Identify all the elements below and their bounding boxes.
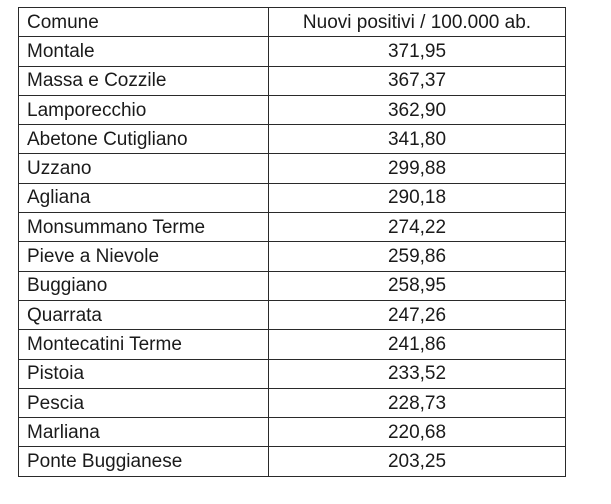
cell-comune: Abetone Cutigliano — [19, 125, 269, 154]
cell-nuovi-positivi: 241,86 — [269, 330, 566, 359]
cell-comune: Montecatini Terme — [19, 330, 269, 359]
cell-comune: Marliana — [19, 418, 269, 447]
cell-nuovi-positivi: 341,80 — [269, 125, 566, 154]
table-row — [19, 242, 566, 271]
cell-comune: Buggiano — [19, 271, 269, 300]
cell-nuovi-positivi: 299,88 — [269, 154, 566, 183]
cell-comune: Montale — [19, 37, 269, 66]
table-row — [19, 183, 566, 212]
table-row — [19, 388, 566, 417]
cell-nuovi-positivi: 220,68 — [269, 418, 566, 447]
table-row — [19, 125, 566, 154]
column-header-comune: Comune — [19, 8, 269, 37]
cell-nuovi-positivi: 371,95 — [269, 37, 566, 66]
table-row — [19, 271, 566, 300]
cell-comune: Quarrata — [19, 300, 269, 329]
table-row — [19, 37, 566, 66]
table-row — [19, 330, 566, 359]
table-container — [18, 7, 566, 477]
cell-comune: Agliana — [19, 183, 269, 212]
column-header-nuovi-positivi: Nuovi positivi / 100.000 ab. — [269, 8, 566, 37]
table-row — [19, 300, 566, 329]
cell-comune: Pieve a Nievole — [19, 242, 269, 271]
table-row — [19, 418, 566, 447]
table-row — [19, 359, 566, 388]
cell-comune: Uzzano — [19, 154, 269, 183]
cell-comune: Pistoia — [19, 359, 269, 388]
cell-nuovi-positivi: 258,95 — [269, 271, 566, 300]
table-row — [19, 154, 566, 183]
cell-nuovi-positivi: 290,18 — [269, 183, 566, 212]
cell-nuovi-positivi: 362,90 — [269, 95, 566, 124]
table-row — [19, 66, 566, 95]
cell-nuovi-positivi: 274,22 — [269, 213, 566, 242]
cell-nuovi-positivi: 367,37 — [269, 66, 566, 95]
table-row — [19, 95, 566, 124]
cell-nuovi-positivi: 203,25 — [269, 447, 566, 476]
table-row — [19, 447, 566, 476]
cell-comune: Monsummano Terme — [19, 213, 269, 242]
cell-comune: Ponte Buggianese — [19, 447, 269, 476]
cell-nuovi-positivi: 233,52 — [269, 359, 566, 388]
cell-nuovi-positivi: 247,26 — [269, 300, 566, 329]
cell-nuovi-positivi: 259,86 — [269, 242, 566, 271]
cell-comune: Pescia — [19, 388, 269, 417]
table-row — [19, 213, 566, 242]
data-table — [18, 7, 566, 477]
cell-comune: Massa e Cozzile — [19, 66, 269, 95]
cell-nuovi-positivi: 228,73 — [269, 388, 566, 417]
cell-comune: Lamporecchio — [19, 95, 269, 124]
header-row — [19, 8, 566, 37]
